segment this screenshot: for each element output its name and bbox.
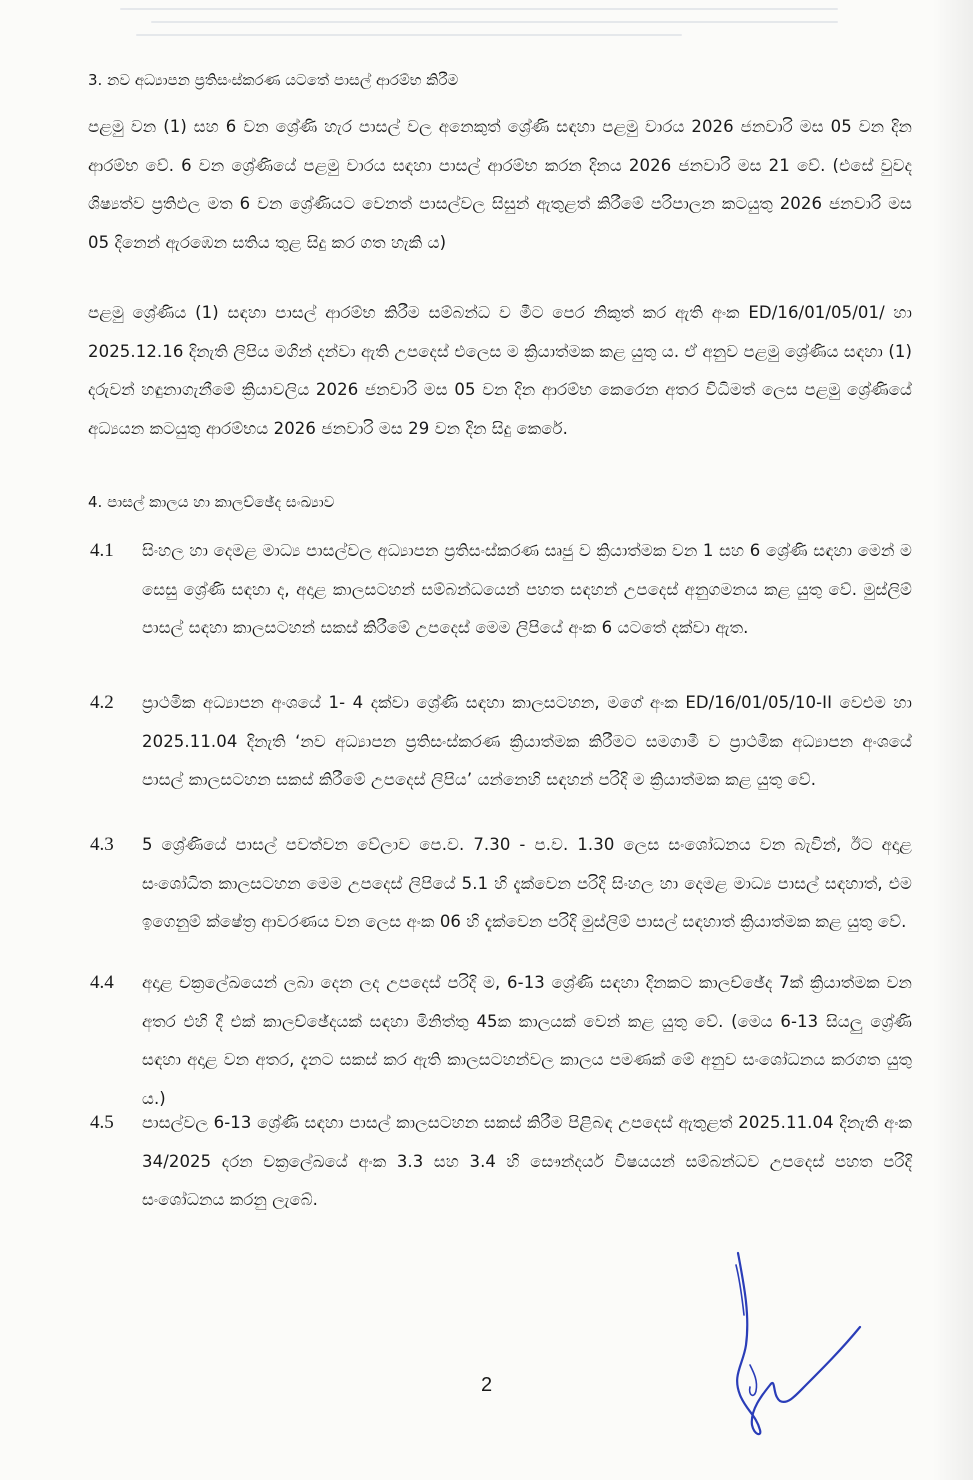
list-item-4-3 xyxy=(90,826,912,942)
list-item-text: පාසල්වල 6-13 ශ්‍රේණි සඳහා පාසල් කාලසටහන සකස් කිරීම පිළිබඳ උපදෙස් ඇතුළත් 2025.11.04 දිනැති අංක 34/2025 දරන චක්‍රලේඛයේ අංක 3.3 සහ 3.4 හි සෞන්දර්ය විෂයයන් සම්බන්ධව උපදෙස් පහත පරිදි සංශෝධනය කරනු ලැබේ. xyxy=(142,1113,912,1209)
page-number: 2 xyxy=(480,1374,493,1396)
handwritten-signature xyxy=(710,1245,890,1445)
list-item-number: 4.5 xyxy=(90,1112,114,1133)
list-item-4-4 xyxy=(90,964,912,1118)
list-item-4-2 xyxy=(90,684,912,800)
list-item-number: 4.3 xyxy=(90,834,114,855)
list-item-number: 4.1 xyxy=(90,540,114,561)
list-item-text: 5 ශ්‍රේණියේ පාසල් පවත්වන වේලාව පෙ.ව. 7.30 - ප.ව. 1.30 ලෙස සංශෝධනය වන බැවින්, ඊට අදාළ සංශෝධිත කාලසටහන මෙම උපදෙස් ලිපියේ 5.1 හි දැක්වෙන පරිදි සිංහල හා දෙමළ මාධ්‍ය පාසල් සඳහාත්, එම ඉගෙනුම් ක්ෂේත්‍ර ආවරණය වන ලෙස අංක 06 හි දැක්වෙන පරිදි මුස්ලිම් පාසල් සඳහාත් ක්‍රියාත්මක කළ යුතු වේ. xyxy=(142,835,912,931)
list-item-text: ප්‍රාථමික අධ්‍යාපන අංශයේ 1- 4 දක්වා ශ්‍රේණි සඳහා කාලසටහන, මගේ අංක ED/16/01/05/10-II වෙඑම හා 2025.11.04 දිනැති ‘නව අධ්‍යාපන ප්‍රතිසංස්කරණ ක්‍රියාත්මක කිරීමට සමගාමී ව ප්‍රාථමික අධ්‍යාපන අංශයේ පාසල් කාලසටහන සකස් කිරීමේ උපදෙස් ලිපිය’ යන්නෙහි සඳහන් පරිදි ම ක්‍රියාත්මක කළ යුතු වේ. xyxy=(142,693,912,789)
scan-bleed-through xyxy=(120,8,900,48)
list-item-number: 4.2 xyxy=(90,692,114,713)
list-item-4-1 xyxy=(90,532,912,648)
list-item-4-5 xyxy=(90,1104,912,1220)
section-3-paragraph-1: පළමු වන (1) සහ 6 වන ශ්‍රේණි හැර පාසල් වල අනෙකුත් ශ්‍රේණි සඳහා පළමු වාරය 2026 ජනවාරි මස 05 වන දින ආරම්භ වේ. 6 වන ශ්‍රේණියේ පළමු වාරය සඳහා පාසල් ආරම්භ කරන දිනය 2026 ජනවාරි මස 21 වේ. (එසේ වුවද ශිෂ්‍යත්ව ප්‍රතිඵල මත 6 වන ශ්‍රේණියට වෙනත් පාසල්වල සිසුන් ඇතුළත් කිරීමේ පරිපාලන කටයුතු 2026 ජනවාරි මස 05 දිනෙන් ඇරඹෙන සතිය තුළ සිදු කර ගත හැකි ය) xyxy=(88,117,912,252)
list-item-number: 4.4 xyxy=(90,972,114,993)
list-item-text: අදාළ චක්‍රලේඛයෙන් ලබා දෙන ලද උපදෙස් පරිදි ම, 6-13 ශ්‍රේණි සඳහා දිනකට කාලච්ඡේද 7ක් ක්‍රියාත්මක වන අතර එහි දී එක් කාලච්ඡේදයක් සඳහා මිනිත්තු 45ක කාලයක් වෙන් කළ යුතු වේ. (මෙය 6-13 සියලු ශ්‍රේණි සඳහා අදාළ වන අතර, දැනට සකස් කර ඇති කාලසටහන්වල කාලය පමණක් මේ අනුව සංශෝධනය කරගත යුතු ය.) xyxy=(142,973,912,1108)
section-3-heading: 3. නව අධ්‍යාපන ප්‍රතිසංස්කරණ යටතේ පාසල් ආරම්භ කිරීම xyxy=(88,71,459,89)
list-item-text: සිංහල හා දෙමළ මාධ්‍ය පාසල්වල අධ්‍යාපන ප්‍රතිසංස්කරණ සෘජු ව ක්‍රියාත්මක වන 1 සහ 6 ශ්‍රේණි සඳහා මෙන් ම සෙසු ශ්‍රේණි සඳහා ද, අදාළ කාලසටහන් සම්බන්ධයෙන් පහත සඳහන් උපදෙස් අනුගමනය කළ යුතු වේ. මුස්ලිම් පාසල් සඳහා කාලසටහන් සකස් කිරීමේ උපදෙස් මෙම ලිපියේ අංක 6 යටතේ දක්වා ඇත. xyxy=(142,541,912,637)
scan-edge-shadow xyxy=(933,0,973,1480)
section-4-heading: 4. පාසල් කාලය හා කාලච්ඡේද සංඛ්‍යාව xyxy=(88,493,335,511)
section-3-paragraph-2: පළමු ශ්‍රේණිය (1) සඳහා පාසල් ආරම්භ කිරීම සම්බන්ධ ව මීට පෙර නිකුත් කර ඇති අංක ED/16/01/05/01/ හා 2025.12.16 දිනැති ලිපිය මගින් දන්වා ඇති උපදෙස් එලෙස ම ක්‍රියාත්මක කළ යුතු ය. ඒ අනුව පළමු ශ්‍රේණිය සඳහා (1) දරුවන් හඳුනාගැනීමේ ක්‍රියාවලිය 2026 ජනවාරි මස 05 වන දින ආරම්භ කෙරෙන අතර විධිමත් ලෙස පළමු ශ්‍රේණියේ අධ්‍යයන කටයුතු ආරම්භය 2026 ජනවාරි මස 29 වන දින සිදු කෙරේ. xyxy=(88,303,912,438)
